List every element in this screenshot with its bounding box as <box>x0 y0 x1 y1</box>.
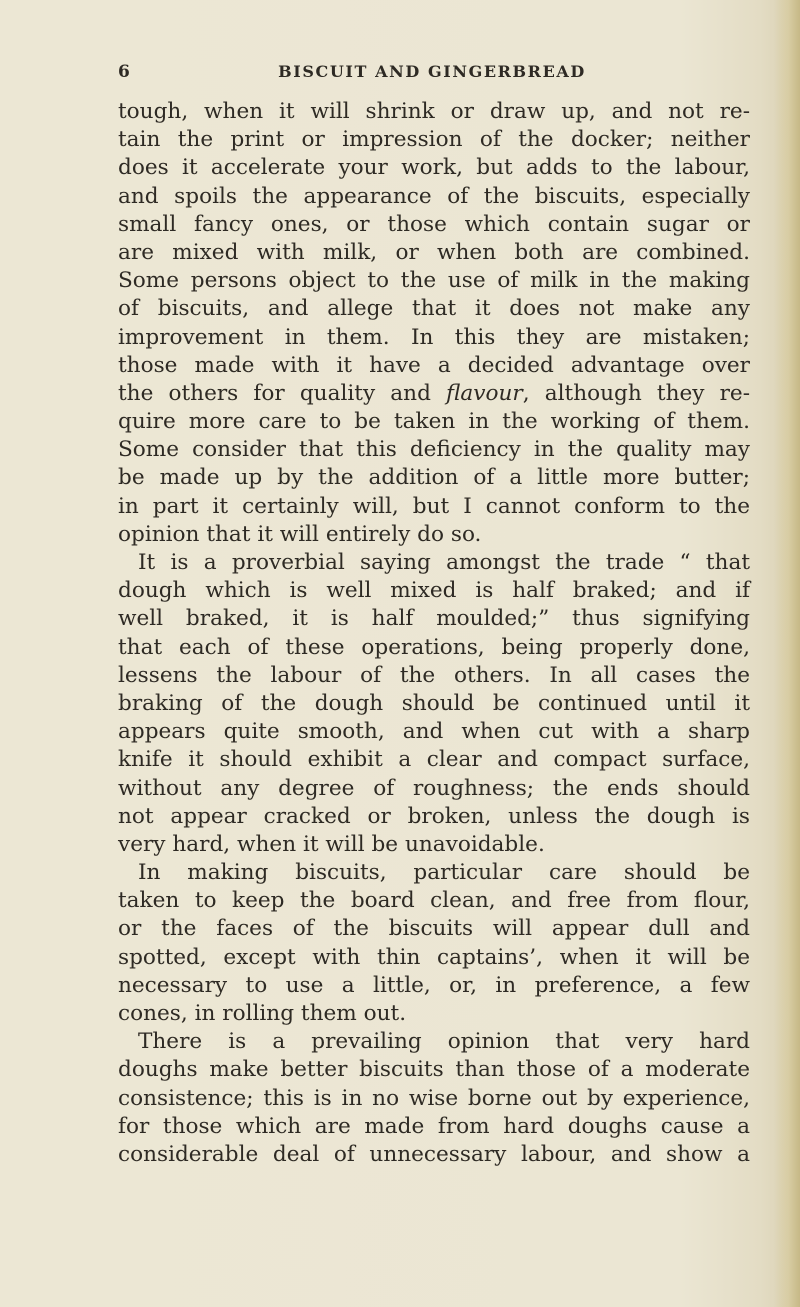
text-line: quire more care to be taken in the working of them. <box>118 409 750 435</box>
text-line: Some consider that this deficiency in the quality may <box>118 437 750 463</box>
text-line: and spoils the appearance of the biscuits, especially <box>118 183 750 209</box>
text-line: in part it certainly will, but I cannot conform to the <box>118 493 750 519</box>
text-line: without any degree of roughness; the ends should <box>118 775 750 801</box>
text-line: opinion that it will entirely do so. <box>118 521 482 547</box>
text-line: the others for quality and flavour, although they re- <box>118 380 750 406</box>
text-line: does it accelerate your work, but adds to the labour, <box>118 155 750 181</box>
body-text <box>118 98 750 1169</box>
text-line: tain the print or impression of the docker; neither <box>118 127 750 153</box>
page-edge-shadow <box>774 0 800 1307</box>
text-line: not appear cracked or broken, unless the dough is <box>118 803 750 829</box>
text-line: of biscuits, and allege that it does not make any <box>118 296 750 322</box>
text-line: are mixed with milk, or when both are combined. <box>118 239 750 265</box>
text-line: be made up by the addition of a little more butter; <box>118 465 750 491</box>
text-line: appears quite smooth, and when cut with a sharp <box>118 719 750 745</box>
text-line: for those which are made from hard doughs cause a <box>118 1113 750 1139</box>
text-line: Some persons object to the use of milk in the making <box>118 268 750 294</box>
text-line: lessens the labour of the others. In all cases the <box>118 662 750 688</box>
text-line: considerable deal of unnecessary labour, and show a <box>118 1141 750 1167</box>
text-line: taken to keep the board clean, and free from flour, <box>118 888 750 914</box>
text-line: that each of these operations, being properly done, <box>118 634 750 660</box>
italic-word: flavour <box>446 380 523 406</box>
text-line: doughs make better biscuits than those of a moderate <box>118 1057 750 1083</box>
page-header <box>118 62 746 86</box>
text-line: braking of the dough should be continued until it <box>118 690 750 716</box>
text-line: spotted, except with thin captains’, when it will be <box>118 944 750 970</box>
text-line: small fancy ones, or those which contain sugar or <box>118 211 750 237</box>
text-line: tough, when it will shrink or draw up, and not re- <box>118 99 750 124</box>
text-line: It is a proverbial saying amongst the trade “ that <box>138 550 750 575</box>
text-line: dough which is well mixed is half braked; and if <box>118 578 750 604</box>
text-line: knife it should exhibit a clear and compact surface, <box>118 747 750 773</box>
text-line: consistence; this is in no wise borne out by experience, <box>118 1085 750 1111</box>
text-line: very hard, when it will be unavoidable. <box>118 831 545 857</box>
text-line: well braked, it is half moulded;” thus signifying <box>118 606 750 632</box>
text-line: There is a prevailing opinion that very hard <box>138 1029 750 1055</box>
text-line: those made with it have a decided advantage over <box>118 352 750 378</box>
text-line: improvement in them. In this they are mistaken; <box>118 324 750 350</box>
text-line: In making biscuits, particular care should be <box>138 860 750 886</box>
running-title: BISCUIT AND GINGERBREAD <box>278 62 586 81</box>
page-number: 6 <box>118 62 131 82</box>
text-line: or the faces of the biscuits will appear dull and <box>118 916 750 942</box>
text-line: necessary to use a little, or, in preference, a few <box>118 972 750 998</box>
text-line: cones, in rolling them out. <box>118 1001 407 1026</box>
